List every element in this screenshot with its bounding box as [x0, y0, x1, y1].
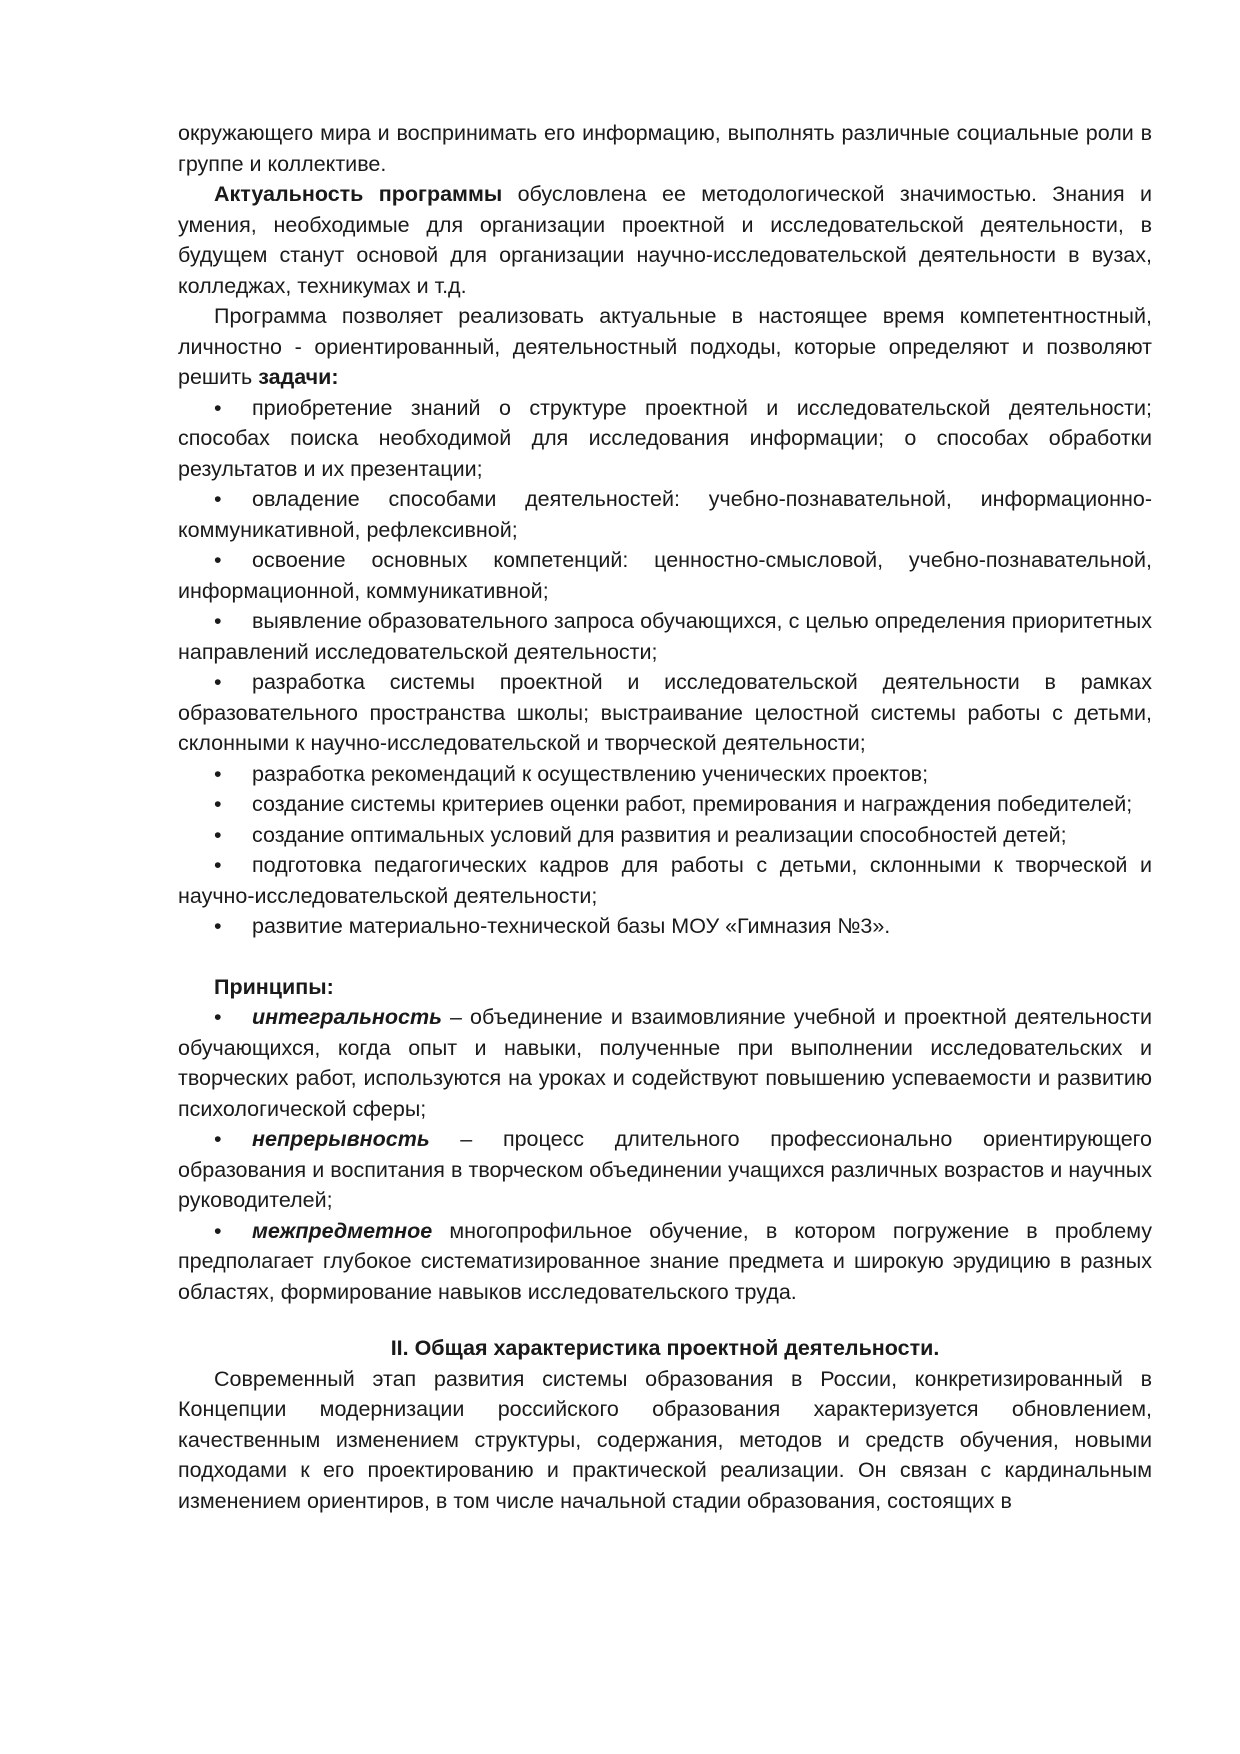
- bullet-icon: •: [214, 1218, 222, 1243]
- list-item: [178, 545, 1152, 606]
- bullet-icon: •: [214, 1005, 222, 1029]
- list-item: [178, 1216, 1152, 1308]
- bullet-icon: •: [214, 395, 222, 420]
- list-item: [178, 820, 1152, 851]
- tasks-term: задачи:: [258, 365, 339, 389]
- principles-list: [178, 1002, 1152, 1307]
- list-item-text: освоение основных компетенций: ценностно-смысловой, учебно-познавательной, информационной, коммуникативной;: [178, 548, 1152, 603]
- list-item-text: создание системы критериев оценки работ, премирования и награждения победителей;: [252, 792, 1133, 816]
- bullet-icon: •: [214, 1127, 222, 1151]
- principle-term: межпредметное: [252, 1218, 433, 1243]
- principle-text: – объединение и взаимовлияние учебной и проектной деятельности обучающихся, когда опыт и навыки, полученные при выполнении исследовательских и творческих работ, используются на уроках и содействуют повышению успеваемости и развитию психологической сферы;: [178, 1005, 1152, 1121]
- program-text: Программа позволяет реализовать актуальные в настоящее время компетентностный, личностно - ориентированный, деятельностный подходы, которые определяют и позволяют решить: [178, 304, 1152, 389]
- list-item-text: овладение способами деятельностей: учебно-познавательной, информационно-коммуникативной, рефлексивной;: [178, 487, 1152, 542]
- paragraph-intro-continuation: окружающего мира и воспринимать его информацию, выполнять различные социальные роли в группе и коллективе.: [178, 121, 1152, 176]
- tasks-list: [178, 393, 1152, 942]
- bullet-icon: •: [214, 822, 222, 847]
- paragraph-program: [178, 301, 1152, 393]
- bullet-icon: •: [214, 761, 222, 786]
- list-item: [178, 667, 1152, 759]
- bullet-icon: •: [214, 792, 222, 816]
- relevance-term: Актуальность программы: [214, 182, 503, 206]
- list-item-text: создание оптимальных условий для развития и реализации способностей детей;: [252, 822, 1067, 847]
- section-title: II. Общая характеристика проектной деятельности.: [390, 1336, 940, 1360]
- bullet-icon: •: [214, 609, 222, 633]
- list-item-text: приобретение знаний о структуре проектной и исследовательской деятельности; способах поиска необходимой для исследования информации; о способах обработки результатов и их презентации;: [178, 395, 1152, 481]
- list-item-text: развитие материально-технической базы МОУ «Гимназия №3».: [252, 914, 891, 938]
- document-page: [178, 118, 1152, 1516]
- list-item: [178, 1124, 1152, 1216]
- relevance-text: обусловлена ее методологической значимостью. Знания и умения, необходимые для организации проектной и исследовательской деятельности, в будущем станут основой для организации научно-исследовательской деятельности в вузах, колледжах, техникумах и т.д.: [178, 182, 1152, 298]
- bullet-icon: •: [214, 548, 222, 572]
- principle-text: многопрофильное обучение, в котором погружение в проблему предполагает глубокое систематизированное знание предмета и широкую эрудицию в разных областях, формирование навыков исследовательского труда.: [178, 1218, 1152, 1304]
- list-item: [178, 484, 1152, 545]
- list-item: [178, 850, 1152, 911]
- list-item: [178, 789, 1152, 820]
- bullet-icon: •: [214, 853, 222, 877]
- paragraph-section-body: Современный этап развития системы образования в России, конкретизированный в Концепции модернизации российского образования характеризуется обновлением, качественным изменением структуры, содержания, методов и средств обучения, новыми подходами к его проектированию и практической реализации. Он связан с кардинальным изменением ориентиров, в том числе начальной стадии образования, состоящих в: [178, 1366, 1152, 1513]
- principles-heading: Принципы:: [214, 974, 334, 999]
- paragraph-relevance: [178, 179, 1152, 301]
- list-item: [178, 393, 1152, 485]
- list-item-text: разработка системы проектной и исследовательской деятельности в рамках образовательного пространства школы; выстраивание целостной системы работы с детьми, склонными к научно-исследовательской и творческой деятельности;: [178, 670, 1152, 755]
- list-item: [178, 759, 1152, 790]
- bullet-icon: •: [214, 487, 222, 511]
- list-item: [178, 911, 1152, 942]
- bullet-icon: •: [214, 914, 222, 938]
- spacer: [178, 942, 1152, 972]
- list-item-text: разработка рекомендаций к осуществлению ученических проектов;: [252, 761, 929, 786]
- principle-text: – процесс длительного профессионально ориентирующего образования и воспитания в творческом объединении учащихся различных возрастов и научных руководителей;: [178, 1127, 1152, 1212]
- list-item-text: выявление образовательного запроса обучающихся, с целью определения приоритетных направлений исследовательской деятельности;: [178, 609, 1152, 664]
- principle-term: непрерывность: [252, 1127, 430, 1151]
- list-item: [178, 606, 1152, 667]
- list-item-text: подготовка педагогических кадров для работы с детьми, склонными к творческой и научно-исследовательской деятельности;: [178, 853, 1152, 908]
- principle-term: интегральность: [252, 1005, 442, 1029]
- bullet-icon: •: [214, 670, 222, 694]
- list-item: [178, 1002, 1152, 1124]
